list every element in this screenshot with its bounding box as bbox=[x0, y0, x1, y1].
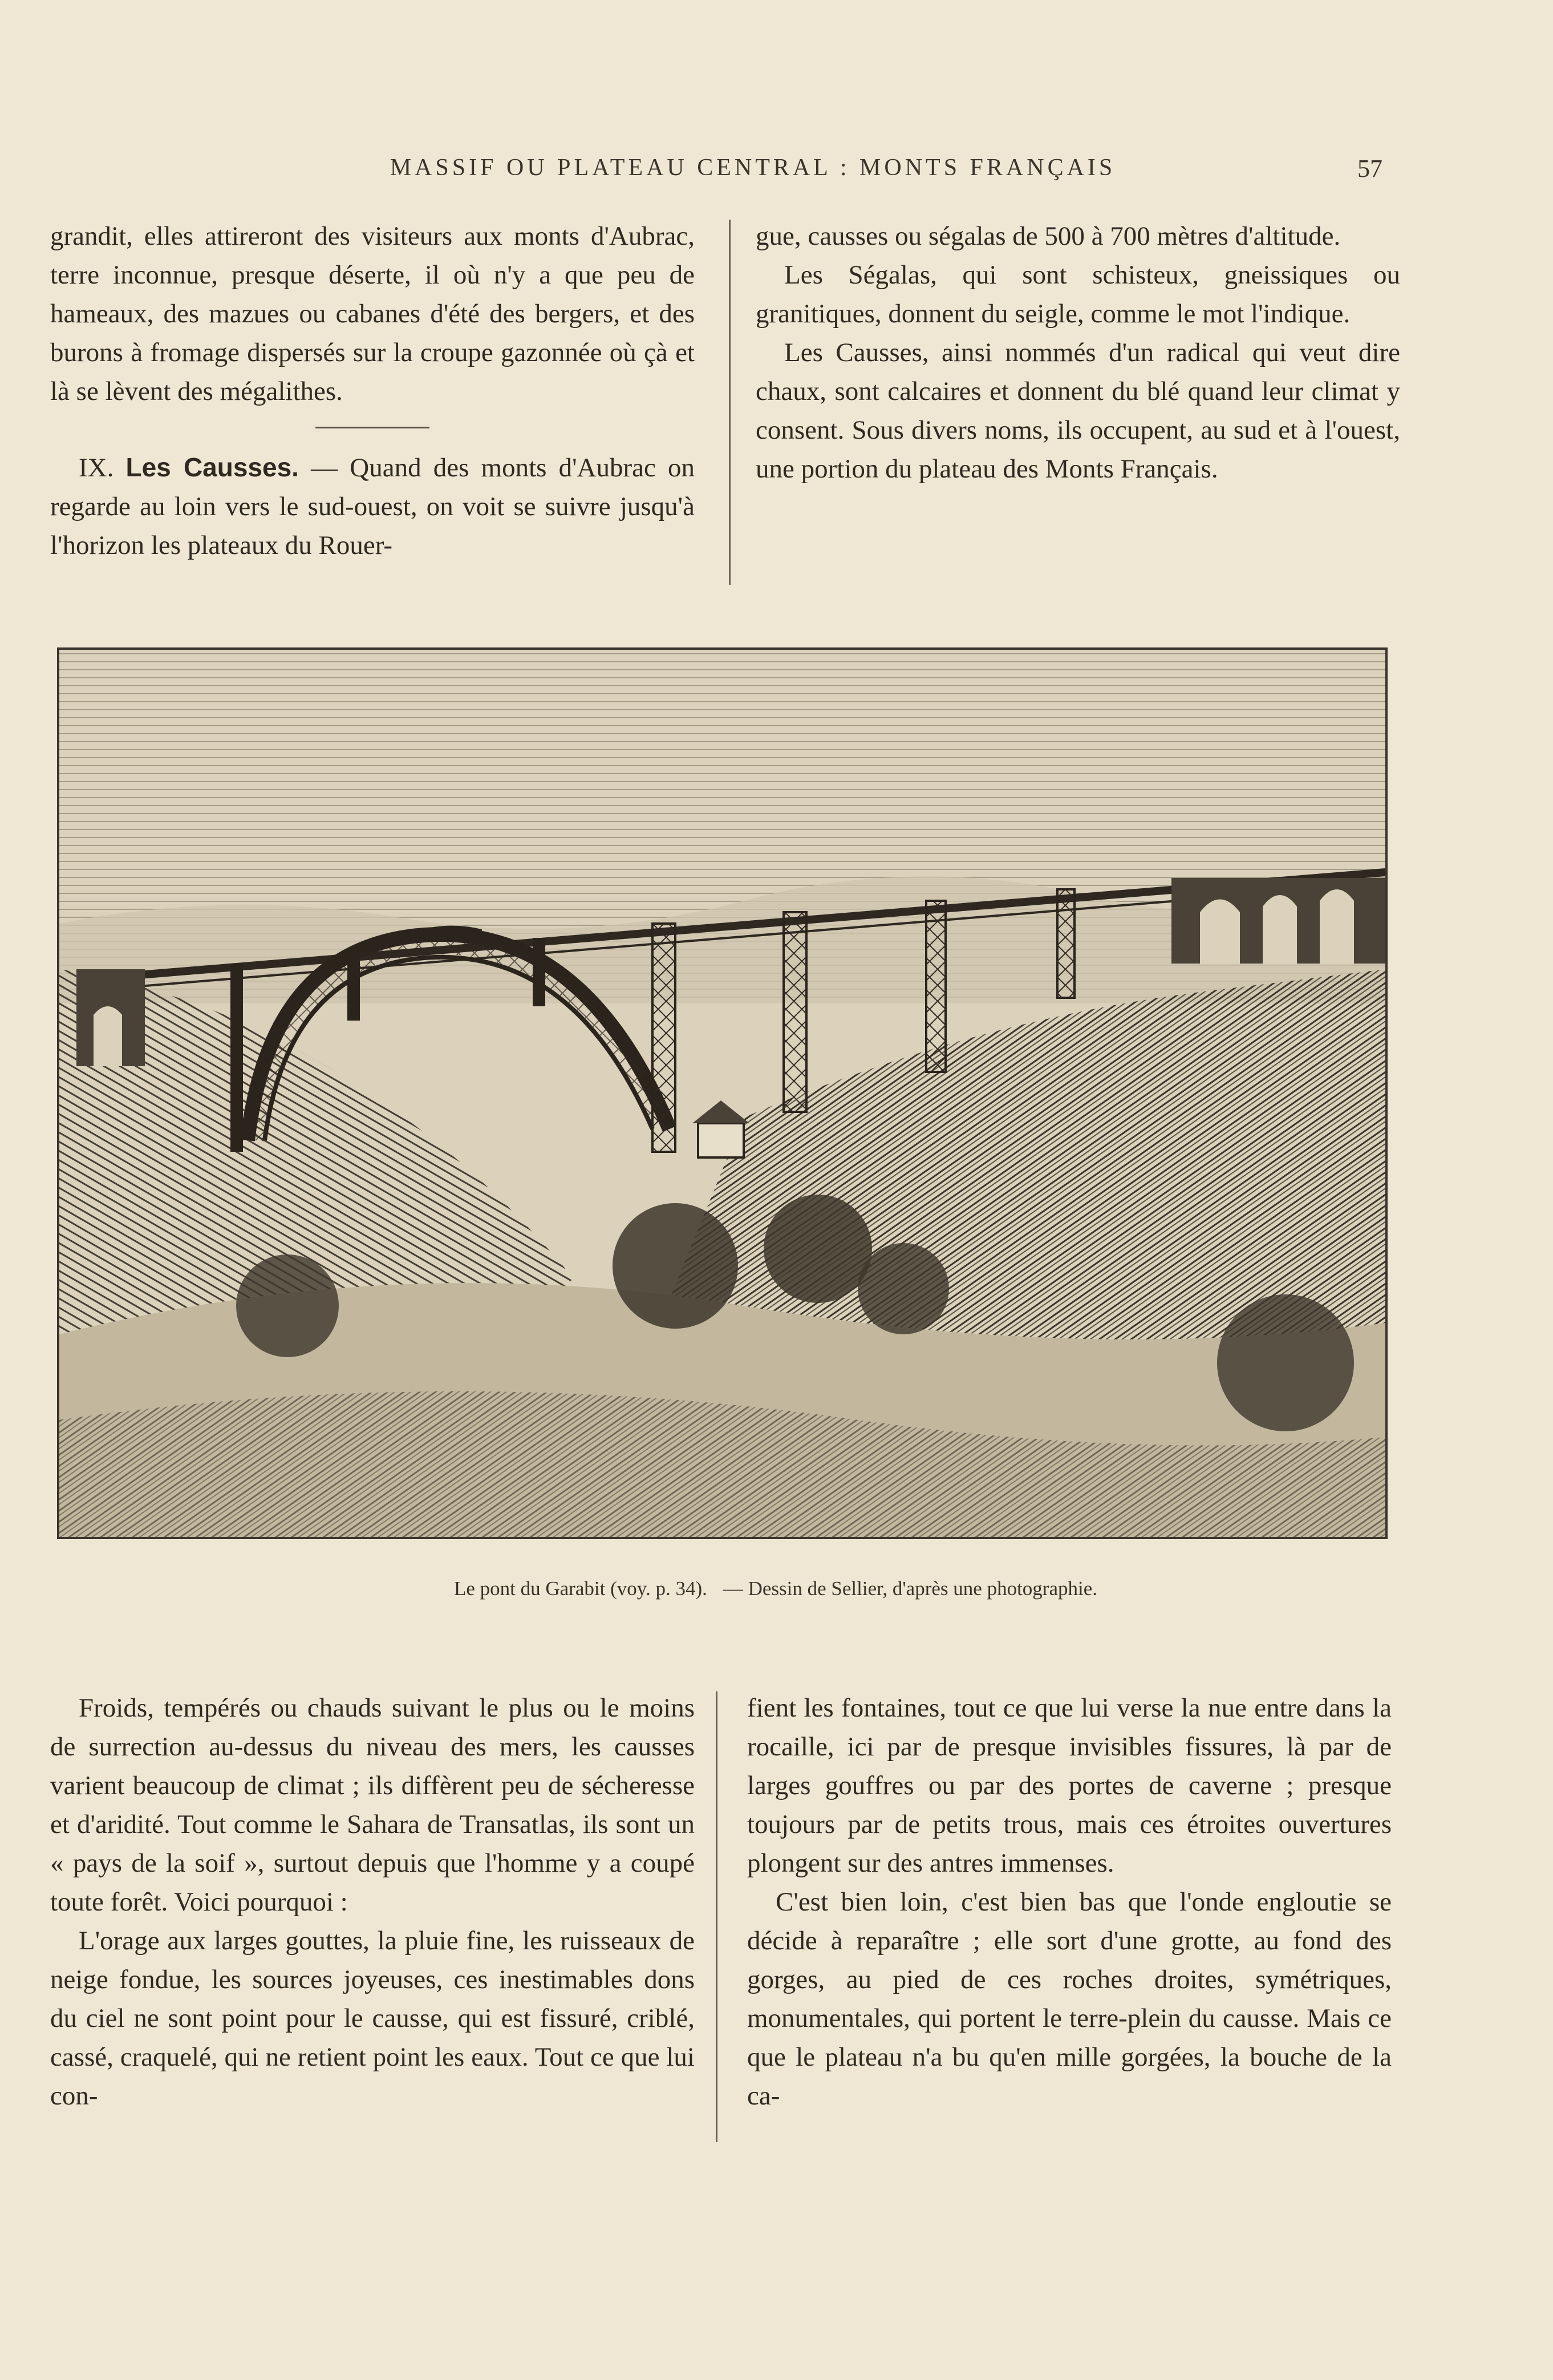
caption-credit: — Dessin de Sellier, d'après une photographie. bbox=[723, 1577, 1097, 1600]
garabit-viaduct-engraving bbox=[57, 647, 1388, 1539]
caption-title: Le pont du Garabit (voy. p. 34). bbox=[453, 1577, 707, 1600]
running-head: MASSIF OU PLATEAU CENTRAL : MONTS FRANÇAIS bbox=[390, 155, 1116, 181]
section-heading: Les Causses. bbox=[125, 452, 299, 482]
bottom-right-column bbox=[747, 1689, 1392, 2115]
section-number: IX. bbox=[79, 453, 114, 483]
top-left-column bbox=[50, 217, 695, 565]
bottom-left-column bbox=[50, 1689, 695, 2115]
illustration-caption bbox=[171, 1577, 1380, 1600]
paragraph: fient les fontaines, tout ce que lui verse la nue entre dans la rocaille, ici par de presque invisibles fissures, là par de larges gouffres ou par des portes de caverne ; presque toujours par de petits trous, mais ces étroites ouvertures plongent sur des antres immenses. bbox=[747, 1693, 1392, 1878]
engraving-artwork bbox=[59, 650, 1385, 1537]
column-rule bbox=[716, 1691, 717, 2142]
paragraph: L'orage aux larges gouttes, la pluie fine, les ruisseaux de neige fondue, les sources joyeuses, ces inestimables dons du ciel ne sont point pour le causse, qui est fissuré, criblé, cassé, craquelé, qui ne retient point les eaux. Tout ce que lui con- bbox=[50, 1926, 695, 2111]
section-text: — Quand des monts d'Aubrac on regarde au loin vers le sud-ouest, on voit se suivre jusqu'à l'horizon les plateaux du Rouer- bbox=[50, 453, 695, 560]
page-number: 57 bbox=[1357, 155, 1382, 183]
paragraph: Les Causses, ainsi nommés d'un radical qui veut dire chaux, sont calcaires et donnent du blé quand leur climat y consent. Sous divers noms, ils occupent, au sud et à l'ouest, une portion du plateau des Monts Français. bbox=[756, 338, 1400, 484]
column-rule bbox=[729, 220, 731, 585]
top-right-column bbox=[756, 217, 1400, 488]
section-divider bbox=[315, 427, 429, 428]
section-paragraph bbox=[50, 448, 695, 565]
paragraph: Les Ségalas, qui sont schisteux, gneissiques ou granitiques, donnent du seigle, comme le mot l'indique. bbox=[756, 260, 1400, 329]
paragraph: Froids, tempérés ou chauds suivant le plus ou le moins de surrection au-dessus du niveau des mers, les causses varient beaucoup de climat ; ils diffèrent peu de sécheresse et d'aridité. Tout comme le Sahara de Transatlas, ils sont un « pays de la soif », surtout depuis que l'homme y a coupé toute forêt. Voici pourquoi : bbox=[50, 1693, 695, 1917]
paragraph: grandit, elles attireront des visiteurs aux monts d'Aubrac, terre inconnue, presque déserte, il où n'y a que peu de hameaux, des mazues ou cabanes d'été des bergers, et des burons à fromage dispersés sur la croupe gazonnée où çà et là se lèvent des mégalithes. bbox=[50, 221, 695, 406]
paragraph: gue, causses ou ségalas de 500 à 700 mètres d'altitude. bbox=[756, 221, 1341, 251]
paragraph: C'est bien loin, c'est bien bas que l'onde engloutie se décide à reparaître ; elle sort d'une grotte, au fond des gorges, au pied de ces roches droites, symétriques, monumentales, qui portent le terre-plein du causse. Mais ce que le plateau n'a bu qu'en mille gorgées, la bouche de la ca- bbox=[747, 1887, 1392, 2111]
